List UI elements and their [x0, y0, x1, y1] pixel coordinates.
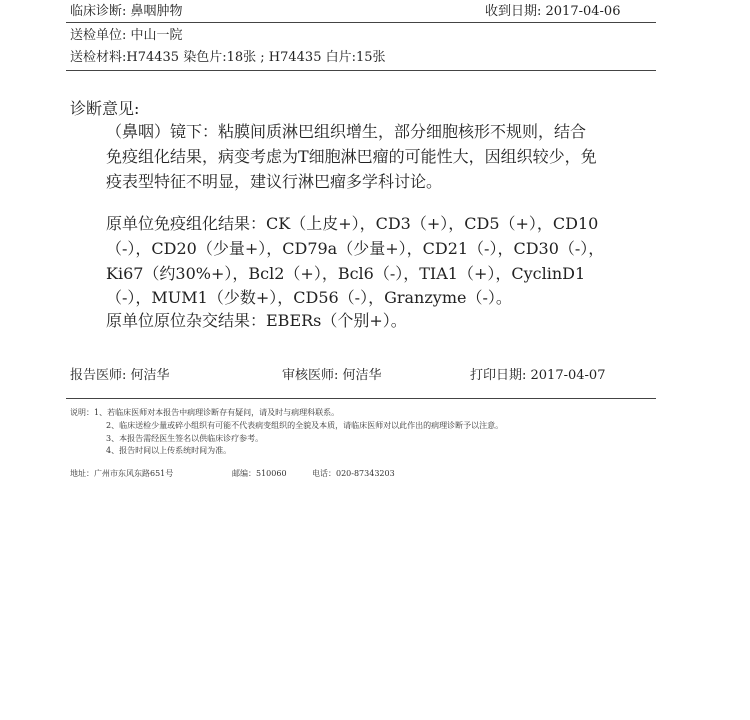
- ihc-line: （-），CD20（少量+），CD79a（少量+），CD21（-），CD30（-），: [106, 239, 605, 258]
- opinion-line: 免疫组化结果，病变考虑为T细胞淋巴瘤的可能性大，因组织较少，免: [106, 147, 597, 166]
- signature-divider: [66, 398, 656, 399]
- note-line: 3、本报告需经医生签名以供临床诊疗参考。: [106, 434, 264, 443]
- reporting-physician: 报告医师: 何洁华: [70, 368, 170, 383]
- note-line: 2、临床送检少量或碎小组织有可能不代表病变组织的全貌及本质，请临床医师对以此作出的病理诊断予以注意。: [106, 421, 504, 430]
- print-date: 打印日期: 2017-04-07: [470, 368, 606, 383]
- header-divider-bottom: [66, 70, 656, 71]
- reviewing-physician: 审核医师: 何洁华: [282, 368, 382, 383]
- ihc-line: Ki67（约30%+），Bcl2（+），Bcl6（-），TIA1（+），CyclinD1: [106, 264, 586, 283]
- opinion-line: 疫表型特征不明显，建议行淋巴瘤多学科讨论。: [106, 172, 443, 191]
- clinical-diagnosis: 临床诊断: 鼻咽肿物: [70, 4, 183, 19]
- phone: 电话：020-87343203: [312, 469, 395, 478]
- ihc-line: （-），MUM1（少数+），CD56（-），Granzyme（-）。: [106, 288, 512, 307]
- received-date: 收到日期: 2017-04-06: [485, 4, 621, 19]
- postcode: 邮编：510060: [232, 469, 287, 478]
- submitting-unit: 送检单位: 中山一院: [70, 28, 183, 43]
- submitted-material: 送检材料:H74435 染色片:18张 ; H74435 白片:15张: [70, 50, 386, 65]
- address: 地址：广州市东风东路651号: [70, 469, 174, 478]
- opinion-line: （鼻咽）镜下：粘膜间质淋巴组织增生，部分细胞核形不规则，结合: [106, 122, 587, 141]
- opinion-heading: 诊断意见:: [70, 99, 140, 118]
- note-line: 4、报告时间以上传系统时间为准。: [106, 446, 232, 455]
- note-line: 说明：1、若临床医师对本报告中病理诊断存有疑问，请及时与病理科联系。: [70, 408, 340, 417]
- ihc-line: 原单位免疫组化结果：CK（上皮+），CD3（+），CD5（+），CD10: [106, 214, 599, 233]
- ish-line: 原单位原位杂交结果：EBERs（个别+）。: [106, 311, 407, 330]
- header-divider-top: [66, 22, 656, 23]
